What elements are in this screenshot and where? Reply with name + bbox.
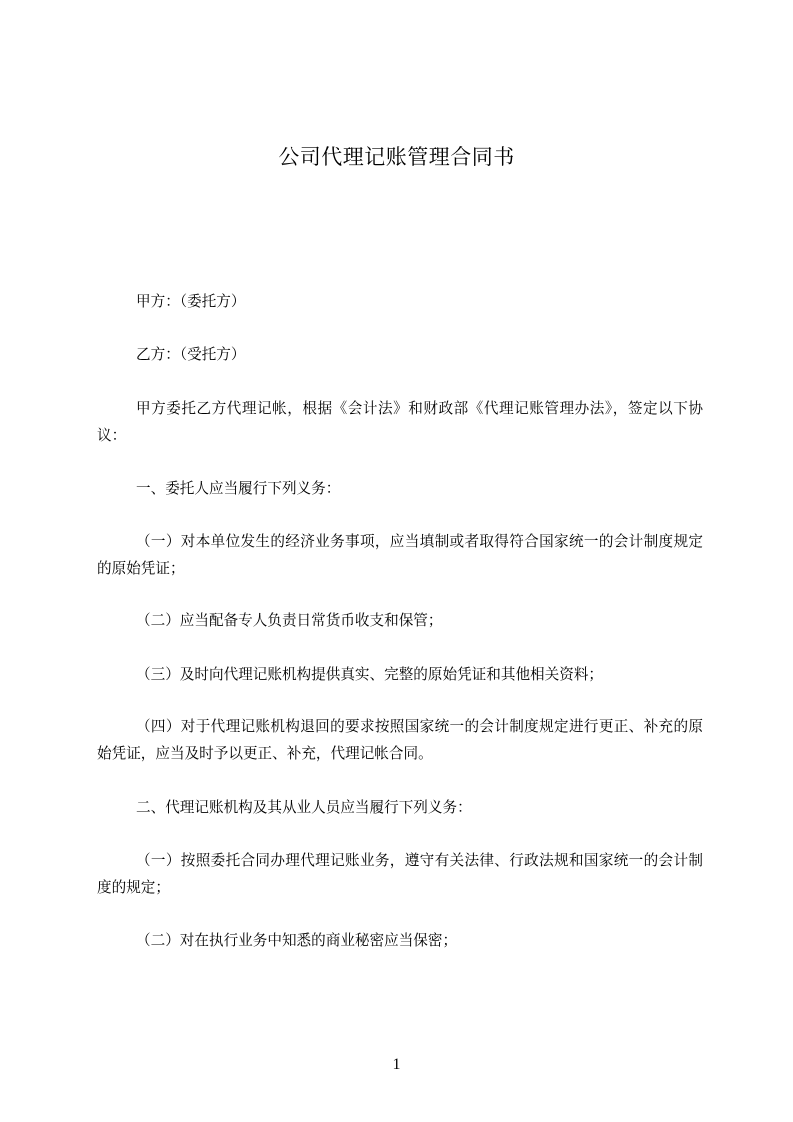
- section-2-heading: 二、代理记账机构及其从业人员应当履行下列义务：: [136, 799, 472, 816]
- section-1-item-2: （二）应当配备专人负责日常货币收支和保管；: [136, 612, 443, 629]
- party-b-line: 乙方：（受托方）: [136, 346, 246, 363]
- section-2-item-1: （一）按照委托合同办理代理记账业务，遵守有关法律、行政法规和国家统一的会计制度的规定；: [97, 852, 703, 896]
- section-1-item-4: （四）对于代理记账机构退回的要求按照国家统一的会计制度规定进行更正、补充的原始凭证，应当及时予以更正、补充，代理记帐合同。: [97, 718, 703, 762]
- intro-paragraph: 甲方委托乙方代理记帐，根据《会计法》和财政部《代理记账管理办法》，签定以下协议：: [97, 400, 703, 444]
- page-number: 1: [392, 1056, 401, 1073]
- section-2-item-2: （二）对在执行业务中知悉的商业秘密应当保密；: [136, 932, 458, 949]
- section-1-item-1: （一）对本单位发生的经济业务事项，应当填制或者取得符合国家统一的会计制度规定的原始凭证；: [97, 533, 703, 577]
- party-a-line: 甲方：（委托方）: [136, 293, 246, 310]
- document-title: 公司代理记账管理合同书: [278, 145, 515, 169]
- section-1-heading: 一、委托人应当履行下列义务：: [136, 480, 341, 497]
- section-1-item-3: （三）及时向代理记账机构提供真实、完整的原始凭证和其他相关资料；: [136, 666, 604, 683]
